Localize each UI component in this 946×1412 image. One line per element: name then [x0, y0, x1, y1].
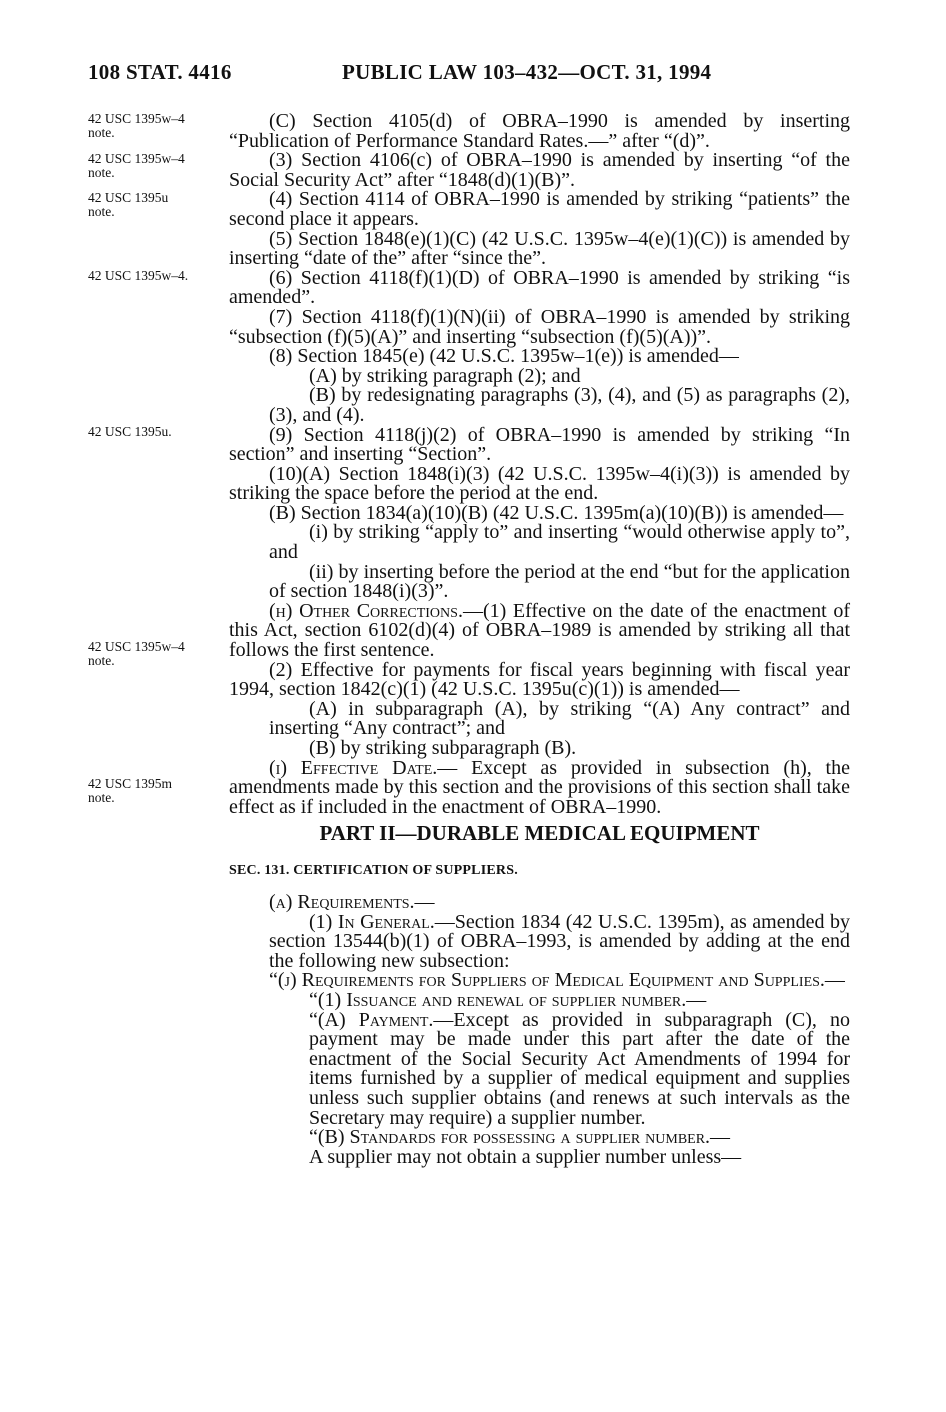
margin-note: 42 USC 1395w–4 note.: [88, 151, 185, 180]
margin-note: 42 USC 1395w–4 note.: [88, 639, 185, 668]
margin-note: 42 USC 1395w–4 note.: [88, 111, 185, 140]
paragraph: (5) Section 1848(e)(1)(C) (42 U.S.C. 1395w–4(e)(1)(C)) is amended by inserting “date of the” after “since the”.: [229, 227, 850, 270]
paragraph: (3) Section 4106(c) of OBRA–1990 is amended by inserting “of the Social Security Act” after “1848(d)(1)(B)”.: [229, 149, 850, 191]
section-heading: SEC. 131. CERTIFICATION OF SUPPLIERS.: [229, 863, 518, 879]
subparagraph: (A) by striking paragraph (2); and: [309, 364, 581, 387]
subparagraph-heading: “(B) Standards for possessing a supplier number.—: [309, 1126, 731, 1149]
clause: (ii) by inserting before the period at the end “but for the application of section 1848(i)(3)”.: [269, 560, 850, 603]
subsection-h: (h) Other Corrections.—(1) Effective on the date of the enactment of this Act, section 6102(d)(4) of OBRA–1989 is amended by striking all that follows the first sentence.: [229, 599, 850, 662]
new-paragraph-heading: “(1) Issuance and renewal of supplier number.—: [309, 988, 707, 1011]
paragraph: (C) Section 4105(d) of OBRA–1990 is amended by inserting “Publication of Performance Standard Rates.—” after “(d)”.: [229, 110, 850, 152]
paragraph: (4) Section 4114 of OBRA–1990 is amended by striking “patients” the second place it appears.: [229, 188, 850, 230]
subsection-heading: (i) Effective Date.—: [269, 756, 458, 779]
paragraph: (8) Section 1845(e) (42 U.S.C. 1395w–1(e)) is amended—: [269, 345, 739, 368]
new-subsection-heading: “(j) Requirements for Suppliers of Medical Equipment and Supplies.—: [269, 969, 845, 992]
paragraph: (1) In General.—Section 1834 (42 U.S.C. 1395m), as amended by section 13544(b)(1) of OBRA–1993, is amended by adding at the end the following new subsection:: [269, 910, 850, 972]
new-subparagraph-a: “(A) Payment.—Except as provided in subparagraph (C), no payment may be made under this part after the date of the enactment of the Social Security Act Amendments of 1994 for items furnished by a supplier of medical equipment and supplies unless such supplier obtains (and renews at such intervals as the Secretary may require) a supplier number.: [309, 1008, 850, 1129]
subsection-heading: (a) Requirements.—: [269, 890, 435, 913]
margin-note: 42 USC 1395u.: [88, 424, 172, 439]
subsection-i: (i) Effective Date.— Except as provided in subsection (h), the amendments made by this section and the provisions of this section shall take effect as if included in the enactment of OBRA–1990.: [229, 756, 850, 818]
paragraph: (2) Effective for payments for fiscal years beginning with fiscal year 1994, section 1842(c)(1) (42 U.S.C. 1395u(c)(1)) is amended—: [229, 658, 850, 701]
paragraph: (9) Section 4118(j)(2) of OBRA–1990 is amended by striking “In section” and inserting “Section”.: [229, 423, 850, 466]
paragraph-heading: (1) In General.—: [309, 910, 455, 933]
page-stat-number: 108 STAT. 4416: [88, 60, 232, 84]
paragraph: (B) Section 1834(a)(10)(B) (42 U.S.C. 1395m(a)(10)(B)) is amended—: [269, 501, 844, 524]
paragraph: (7) Section 4118(f)(1)(N)(ii) of OBRA–1990 is amended by striking “subsection (f)(5)(A)” and inserting “subsection (f)(5)(A))”.: [229, 305, 850, 348]
subsection-heading: (h) Other Corrections.—: [269, 599, 483, 622]
subparagraph: (B) by redesignating paragraphs (3), (4), and (5) as paragraphs (2), (3), and (4).: [269, 384, 850, 426]
part-heading: PART II—DURABLE MEDICAL EQUIPMENT: [319, 821, 760, 846]
margin-note: 42 USC 1395m note.: [88, 776, 173, 805]
subparagraph: (A) in subparagraph (A), by striking “(A) Any contract” and inserting “Any contract”; and: [269, 697, 850, 740]
subparagraph: (B) by striking subparagraph (B).: [309, 737, 577, 759]
statute-text: [229, 112, 850, 1167]
subparagraph-heading: “(A) Payment.—: [309, 1008, 454, 1031]
running-head: PUBLIC LAW 103–432—OCT. 31, 1994: [342, 60, 712, 84]
clause: (i) by striking “apply to” and inserting “would otherwise apply to”, and: [269, 521, 850, 564]
new-subparagraph-b: “(B) Standards for possessing a supplier number.— A supplier may not obtain a supplier number unless—: [309, 1126, 742, 1168]
margin-note: 42 USC 1395u note.: [88, 190, 169, 219]
margin-note: 42 USC 1395w–4.: [88, 268, 189, 283]
paragraph: (10)(A) Section 1848(i)(3) (42 U.S.C. 1395w–4(i)(3)) is amended by striking the space before the period at the end.: [229, 462, 850, 505]
paragraph: (6) Section 4118(f)(1)(D) of OBRA–1990 is amended by striking “is amended”.: [229, 266, 850, 309]
